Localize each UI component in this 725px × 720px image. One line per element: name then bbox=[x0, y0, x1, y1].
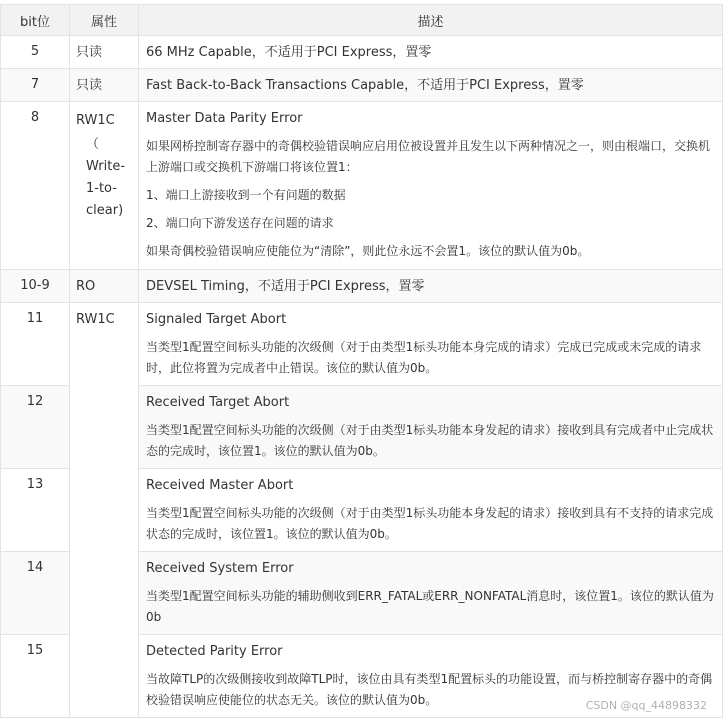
bit-cell: 12 bbox=[1, 386, 70, 469]
description-cell bbox=[139, 552, 723, 635]
field-title: Received System Error bbox=[146, 561, 294, 576]
description-cell bbox=[139, 469, 723, 552]
attribute-cell: RW1C bbox=[70, 303, 139, 718]
field-title: Received Master Abort bbox=[146, 478, 294, 493]
description-cell bbox=[139, 36, 723, 69]
description-paragraph: 当类型1配置空间标头功能的辅助侧收到ERR_FATAL或ERR_NONFATAL消息时，该位置1。该位的默认值为0b bbox=[146, 589, 714, 624]
field-title: 66 MHz Capable，不适用于PCI Express，置零 bbox=[146, 45, 432, 60]
description-paragraph: 2、端口向下游发送存在问题的请求 bbox=[146, 216, 334, 230]
description-paragraph: 当故障TLP的次级侧接收到故障TLP时，该位由具有类型1配置标头的功能设置，而与桥控制寄存器中的奇偶校验错误响应使能位的状态无关。该位的默认值为0b。 bbox=[146, 672, 713, 707]
attribute-cell: 只读 bbox=[70, 69, 139, 102]
field-title: Fast Back-to-Back Transactions Capable，不适用于PCI Express，置零 bbox=[146, 78, 584, 93]
table-row bbox=[1, 270, 723, 303]
table-row bbox=[1, 303, 723, 386]
field-title: Detected Parity Error bbox=[146, 644, 283, 659]
bit-cell: 10-9 bbox=[1, 270, 70, 303]
description-paragraph: 如果奇偶校验错误响应使能位为“清除”，则此位永远不会置1。该位的默认值为0b。 bbox=[146, 244, 590, 258]
attribute-cell bbox=[70, 102, 139, 270]
attribute-cell: RO bbox=[70, 270, 139, 303]
bit-cell: 5 bbox=[1, 36, 70, 69]
description-paragraph: 当类型1配置空间标头功能的次级侧（对于由类型1标头功能本身发起的请求）接收到具有不支持的请求完成状态的完成时，该位置1。该位的默认值为0b。 bbox=[146, 506, 714, 541]
description-cell bbox=[139, 69, 723, 102]
register-bits-table bbox=[0, 4, 723, 718]
bit-cell: 8 bbox=[1, 102, 70, 270]
description-cell bbox=[139, 270, 723, 303]
table-header-row bbox=[1, 5, 723, 36]
description-cell bbox=[139, 303, 723, 386]
description-paragraph: 如果网桥控制寄存器中的奇偶校验错误响应启用位被设置并且发生以下两种情况之一，则由根端口，交换机上游端口或交换机下游端口将该位置1： bbox=[146, 139, 711, 174]
bit-cell: 7 bbox=[1, 69, 70, 102]
header-attribute: 属性 bbox=[70, 5, 139, 36]
header-description: 描述 bbox=[139, 5, 723, 36]
bit-cell: 11 bbox=[1, 303, 70, 386]
description-cell bbox=[139, 386, 723, 469]
description-paragraph: 当类型1配置空间标头功能的次级侧（对于由类型1标头功能本身完成的请求）完成已完成或未完成的请求时，此位将置为完成者中止错误。该位的默认值为0b。 bbox=[146, 340, 702, 375]
description-paragraph: 当类型1配置空间标头功能的次级侧（对于由类型1标头功能本身发起的请求）接收到具有完成者中止完成状态的完成时，该位置1。该位的默认值为0b。 bbox=[146, 423, 714, 458]
attribute-value: RW1C bbox=[76, 113, 115, 128]
watermark: CSDN @qq_44898332 bbox=[585, 699, 707, 712]
header-bit: bit位 bbox=[1, 5, 70, 36]
table-row bbox=[1, 36, 723, 69]
description-paragraph: 1、端口上游接收到一个有问题的数据 bbox=[146, 188, 346, 202]
bit-cell: 14 bbox=[1, 552, 70, 635]
bit-cell: 15 bbox=[1, 635, 70, 718]
attribute-note: （ Write-1-to-clear) bbox=[86, 137, 126, 218]
description-cell bbox=[139, 102, 723, 270]
attribute-cell: 只读 bbox=[70, 36, 139, 69]
bit-cell: 13 bbox=[1, 469, 70, 552]
field-title: DEVSEL Timing，不适用于PCI Express，置零 bbox=[146, 279, 425, 294]
field-title: Received Target Abort bbox=[146, 395, 290, 410]
table-row bbox=[1, 102, 723, 270]
table-row bbox=[1, 69, 723, 102]
field-title: Signaled Target Abort bbox=[146, 312, 287, 327]
field-title: Master Data Parity Error bbox=[146, 111, 303, 126]
